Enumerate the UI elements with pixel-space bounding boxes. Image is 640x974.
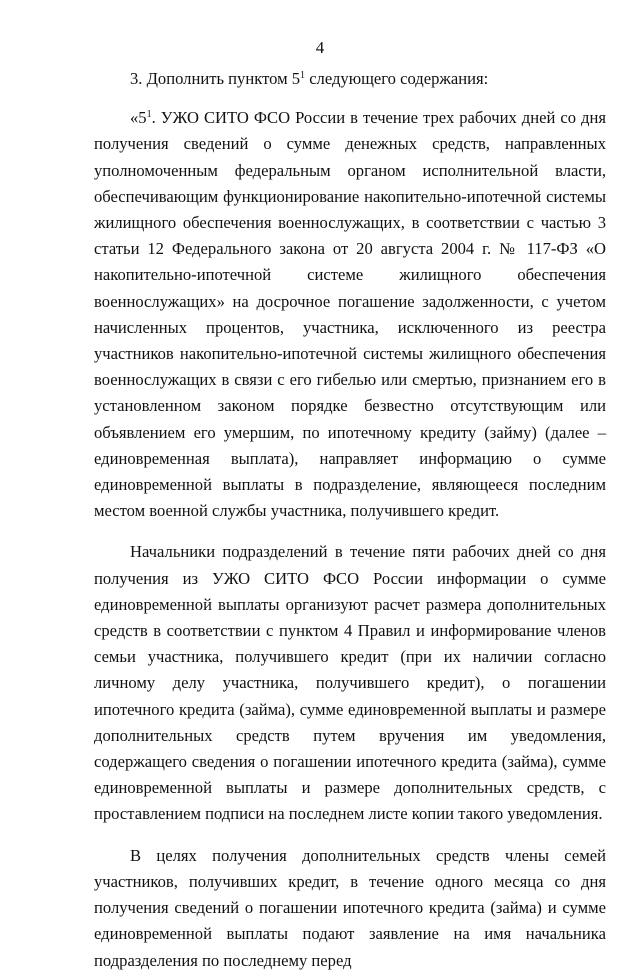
page-number: 4 (315, 38, 325, 57)
paragraph-chiefs: Начальники подразделений в течение пяти рабочих дней со дня получения из УЖО СИТО ФСО России информации о сумме единовременной выплаты организуют расчет размера дополнительных средств в соответствии с пунктом 4 Правил и информирование членов семьи участника, получившего кредит (при их наличии согласно личному делу участника, получившего кредит), о погашении ипотечного кредита (займа), сумме единовременной выплаты и размере дополнительных средств путем вручения им уведомления, содержащего сведения о погашении ипотечного кредита (займа), сумме единовременной выплаты и размере дополнительных средств, с проставлением подписи на последнем листе копии такого уведомления. (94, 542, 606, 824)
paragraph-5-1 (94, 105, 606, 524)
item-heading-after: следующего содержания: (305, 69, 489, 88)
item-heading (94, 66, 606, 92)
item-heading-before: 3. Дополнить пунктом 5 (130, 69, 301, 88)
item-heading-superscript: 1 (300, 70, 306, 81)
paragraph-5-1-open: «5 (130, 108, 147, 128)
paragraph-5-1-superscript: 1 (146, 109, 152, 121)
paragraph-additional-funds: В целях получения дополнительных средств члены семей участников, получивших кредит, в течение одного месяца со дня получения сведений о погашении ипотечного кредита (займа) и сумме единовременной выплаты подают заявление на имя начальника подразделения по последнему перед (94, 845, 606, 970)
paragraph-5-1-text: . УЖО СИТО ФСО России в течение трех рабочих дней со дня получения сведений о сумме денежных средств, направленных уполномоченным федеральным органом исполнительной власти, обеспечивающим функционирование накопительно-ипотечной системы жилищного обеспечения военнослужащих, в соответствии с частью 3 статьи 12 Федерального закона от 20 августа 2004 г. № 117-ФЗ «О накопительно-ипотечной системе жилищного обеспечения военнослужащих» на досрочное погашение задолженности, с учетом начисленных процентов, участника, исключенного из реестра участников накопительно-ипотечной системы жилищного обеспечения военнослужащих в связи с его гибелью или смертью, признанием его в установленном законом порядке безвестно отсутствующим или объявлением его умершим, по ипотечному кредиту (займу) (далее – единовременная выплата), направляет информацию о сумме единовременной выплаты в подразделение, являющееся последним местом военной службы участника, получившего кредит. (94, 108, 606, 521)
document-body (94, 66, 606, 974)
